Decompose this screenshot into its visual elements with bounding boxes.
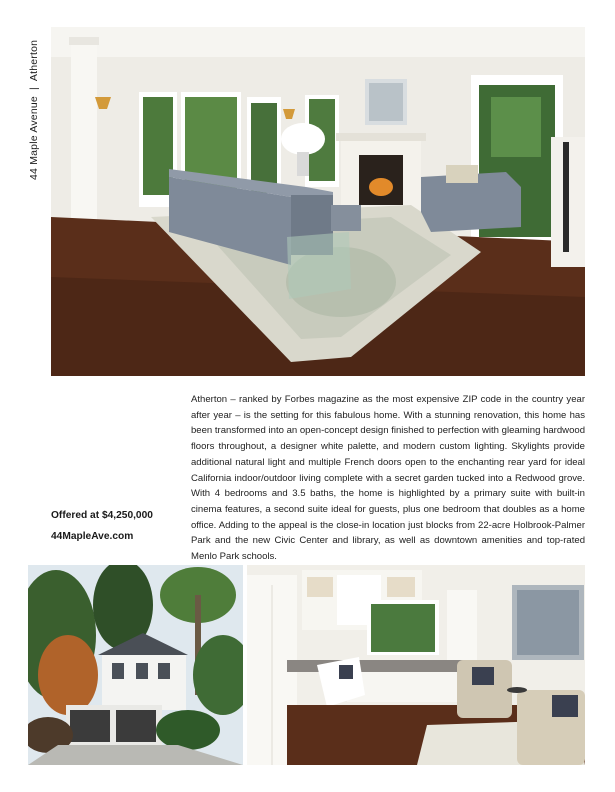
home-office-photo [247, 565, 585, 765]
side-label [28, 30, 42, 180]
side-label-text [28, 40, 40, 180]
offer-price: Offered at $4,250,000 [51, 510, 153, 521]
property-website-link[interactable]: 44MapleAve.com [51, 531, 134, 542]
city-label: Atherton [28, 39, 40, 82]
address-label: 44 Maple Avenue [28, 96, 40, 180]
living-room-photo [51, 27, 585, 376]
property-description: Atherton – ranked by Forbes magazine as the most expensive ZIP code in the country year after year – is the setting for this fabulous home. With a stunning renovation, this home has been transformed into an open-concept design finished to perfection with gleaming hardwood floors throughout, a designer white palette, and modern custom lighting. Skylights provide additional natural light and multiple French doors open to the enchanting rear yard for ideal California indoor/outdoor living complete with a secret garden tucked into a Redwood grove. With 4 bedrooms and 3.5 baths, the home is highlighted by a primary suite with built-in cinema features, a second suite ideal for guests, plus one bedroom that doubles as a home office. Adding to the appeal is the close-in location just blocks from 22-acre Holbrook-Palmer Park and the new Civic Center and library, as well as downtown amenities and top-rated Menlo Park schools. [191, 394, 585, 563]
label-separator: | [28, 87, 40, 91]
house-exterior-photo [28, 565, 243, 765]
